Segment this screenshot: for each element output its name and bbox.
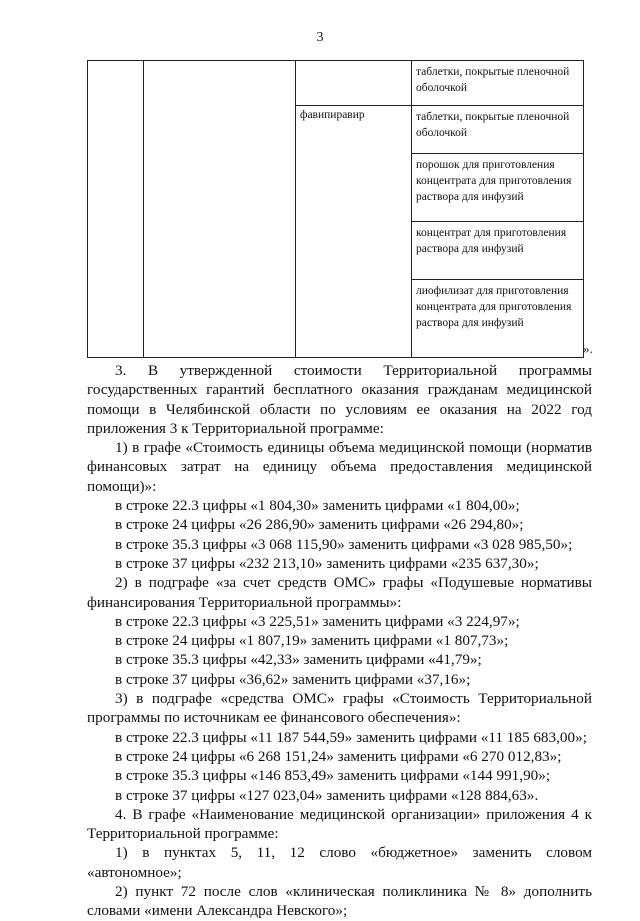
- dosage-form: концентрат для приготовления раствора для инфузий: [412, 222, 583, 280]
- paragraph: в строке 37 цифры «232 213,10» заменить цифрами «235 637,30»;: [115, 554, 539, 572]
- table-closing-quote: ».: [583, 341, 593, 356]
- drug-table: [87, 60, 584, 358]
- table-cell-empty: [296, 61, 412, 106]
- paragraph: 3. В утвержденной стоимости Территориальной программы государственных гарантий бесплатного оказания гражданам медицинской помощи в Челябинской области по условиям ее оказания на 2022 год приложения 3 к Территориальной программе:: [87, 362, 592, 437]
- paragraph: в строке 35.3 цифры «42,33» заменить цифрами «41,79»;: [115, 651, 482, 669]
- paragraph: 2) в подграфе «за счет средств ОМС» графы «Подушевые нормативы финансирования Территориальной программы»:: [87, 574, 592, 611]
- inn-name-cell: фавипиравир: [296, 106, 412, 358]
- paragraph: 3) в подграфе «средства ОМС» графы «Стоимость Территориальной программы по источникам ее финансового обеспечения»:: [87, 690, 592, 727]
- paragraph: в строке 24 цифры «26 286,90» заменить цифрами «26 294,80»;: [115, 516, 524, 534]
- paragraph: в строке 22.3 цифры «11 187 544,59» заменить цифрами «11 185 683,00»;: [115, 728, 587, 746]
- paragraph: в строке 37 цифры «36,62» заменить цифрами «37,16»;: [115, 670, 471, 688]
- table-cell-form: [412, 61, 584, 106]
- dosage-form: порошок для приготовления концентрата для приготовления раствора для инфузий: [412, 154, 583, 222]
- paragraph: в строке 22.3 цифры «1 804,30» заменить цифрами «1 804,00»;: [115, 497, 520, 515]
- paragraph: в строке 35.3 цифры «3 068 115,90» заменить цифрами «3 028 985,50»;: [115, 535, 573, 553]
- dosage-form: таблетки, покрытые пленочной оболочкой: [412, 106, 583, 154]
- table-cell-empty: [144, 61, 296, 358]
- document-body: [87, 361, 592, 921]
- table-cell-forms: [412, 106, 584, 358]
- paragraph: в строке 24 цифры «6 268 151,24» заменить цифрами «6 270 012,83»;: [115, 747, 562, 765]
- paragraph: 1) в пунктах 5, 11, 12 слово «бюджетное» заменить словом «автономное»;: [87, 844, 592, 881]
- dosage-form: таблетки, покрытые пленочной оболочкой: [416, 66, 570, 94]
- paragraph: в строке 22.3 цифры «3 225,51» заменить цифрами «3 224,97»;: [115, 612, 520, 630]
- paragraph: в строке 35.3 цифры «146 853,49» заменить цифрами «144 991,90»;: [115, 767, 551, 785]
- paragraph: 4. В графе «Наименование медицинской организации» приложения 4 к Территориальной программе:: [87, 805, 592, 843]
- table-cell-empty: [88, 61, 144, 358]
- paragraph: в строке 37 цифры «127 023,04» заменить цифрами «128 884,63».: [115, 786, 539, 804]
- table-row: [88, 61, 584, 106]
- page-number: 3: [316, 30, 324, 45]
- paragraph: 2) пункт 72 после слов «клиническая поликлиника № 8» дополнить словами «имени Александра Невского»;: [87, 883, 592, 920]
- paragraph: в строке 24 цифры «1 807,19» заменить цифрами «1 807,73»;: [115, 632, 509, 650]
- dosage-form: лиофилизат для приготовления концентрата для приготовления раствора для инфузий: [416, 285, 572, 329]
- paragraph: 1) в графе «Стоимость единицы объема медицинской помощи (норматив финансовых затрат на единицу объема предоставления медицинской помощи)»:: [87, 439, 592, 495]
